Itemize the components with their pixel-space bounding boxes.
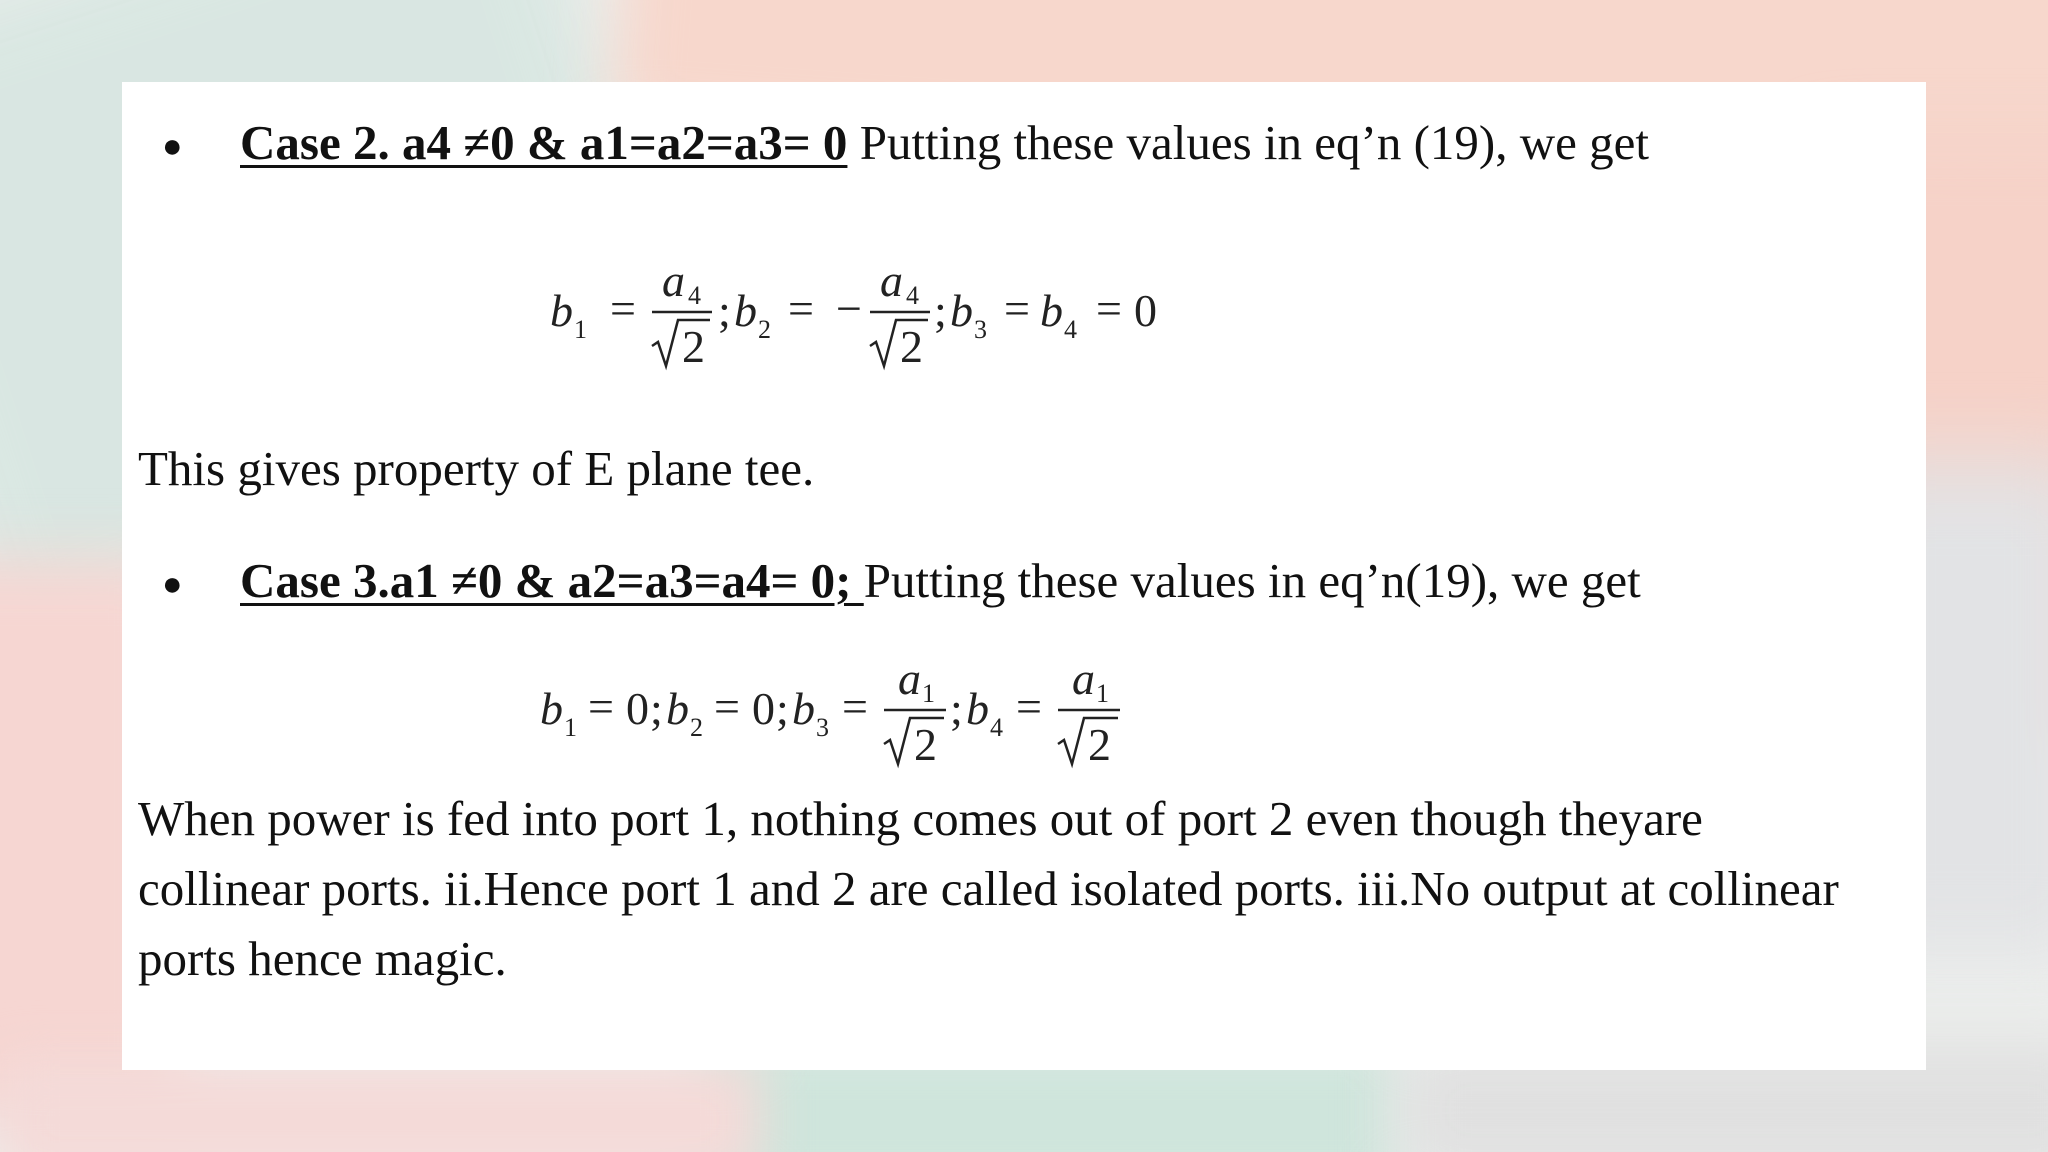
- paragraph-line: ports hence magic.: [138, 931, 507, 986]
- bullet-icon: ●: [162, 566, 183, 603]
- eq2-frac2-den: 2: [1088, 719, 1111, 770]
- eq2-b4-sub: 4: [990, 713, 1003, 742]
- eq1-b4: b: [1040, 285, 1063, 336]
- eq2-equals: =: [714, 681, 740, 732]
- eq2-b3: b: [792, 683, 815, 734]
- content-card: [122, 82, 1926, 1070]
- eq1-frac2-den: 2: [900, 321, 923, 372]
- eq2-frac1-den: 2: [914, 719, 937, 770]
- eq1-semicolon: ;: [718, 285, 731, 336]
- eq2-semicolon: ;: [950, 683, 963, 734]
- eq1-b3: b: [950, 285, 973, 336]
- eq2-equals: =: [842, 681, 868, 732]
- case3-line: [240, 553, 1641, 608]
- eq2-b3-sub: 3: [816, 713, 829, 742]
- eq1-frac1-den: 2: [682, 321, 705, 372]
- eq2-equals: =: [588, 681, 614, 732]
- case2-line: [240, 115, 1649, 170]
- eq2-frac1-num-sub: 1: [922, 679, 935, 708]
- eq1-frac1-num-sub: 4: [688, 281, 701, 310]
- eq1-zero: 0: [1134, 285, 1157, 336]
- eq1-frac2-num-sub: 4: [906, 281, 919, 310]
- eq1-frac2-num: a: [880, 255, 903, 306]
- eq1-b4-sub: 4: [1064, 315, 1077, 344]
- eq1-semicolon: ;: [934, 285, 947, 336]
- eq2-equals: =: [1016, 681, 1042, 732]
- eq1-minus: −: [836, 283, 862, 334]
- equation-case2: [540, 255, 1480, 382]
- eq1-b1-sub: 1: [574, 315, 587, 344]
- eq2-b1-sub: 1: [564, 713, 577, 742]
- case2-text: Putting these values in eq’n (19), we get: [847, 115, 1649, 170]
- bullet-icon: ●: [162, 128, 183, 165]
- eq2-frac1-num: a: [898, 653, 921, 704]
- explanation-paragraph: [138, 784, 1938, 994]
- eq2-b2-sub: 2: [690, 713, 703, 742]
- eq1-equals: =: [1004, 283, 1030, 334]
- eq1-b2: b: [734, 285, 757, 336]
- case3-heading: Case 3.a1 ≠0 & a2=a3=a4= 0;: [240, 553, 864, 608]
- eq2-b2: b: [666, 683, 689, 734]
- eq2-zero: 0: [752, 683, 775, 734]
- case2-heading: Case 2. a4 ≠0 & a1=a2=a3= 0: [240, 115, 848, 170]
- eq1-equals: =: [1096, 283, 1122, 334]
- eq2-frac2-num: a: [1072, 653, 1095, 704]
- eq1-equals: =: [610, 283, 636, 334]
- eq2-b1: b: [540, 683, 563, 734]
- eq2-semicolon: ;: [650, 683, 663, 734]
- eq2-b4: b: [966, 683, 989, 734]
- background-shape: [0, 1060, 760, 1152]
- equation-case3: [532, 653, 1432, 780]
- property-line: This gives property of E plane tee.: [138, 441, 815, 496]
- eq2-frac2-num-sub: 1: [1096, 679, 1109, 708]
- eq2-semicolon: ;: [776, 683, 789, 734]
- case3-text: Putting these values in eq’n(19), we get: [863, 553, 1641, 608]
- eq2-zero: 0: [626, 683, 649, 734]
- eq1-b2-sub: 2: [758, 315, 771, 344]
- eq1-frac1-num: a: [662, 255, 685, 306]
- eq1-equals: =: [788, 283, 814, 334]
- eq1-b1: b: [550, 285, 573, 336]
- paragraph-line: When power is fed into port 1, nothing comes out of port 2 even though theyare: [138, 791, 1703, 846]
- eq1-b3-sub: 3: [974, 315, 987, 344]
- paragraph-line: collinear ports. ii.Hence port 1 and 2 are called isolated ports. iii.No output at collinear: [138, 861, 1839, 916]
